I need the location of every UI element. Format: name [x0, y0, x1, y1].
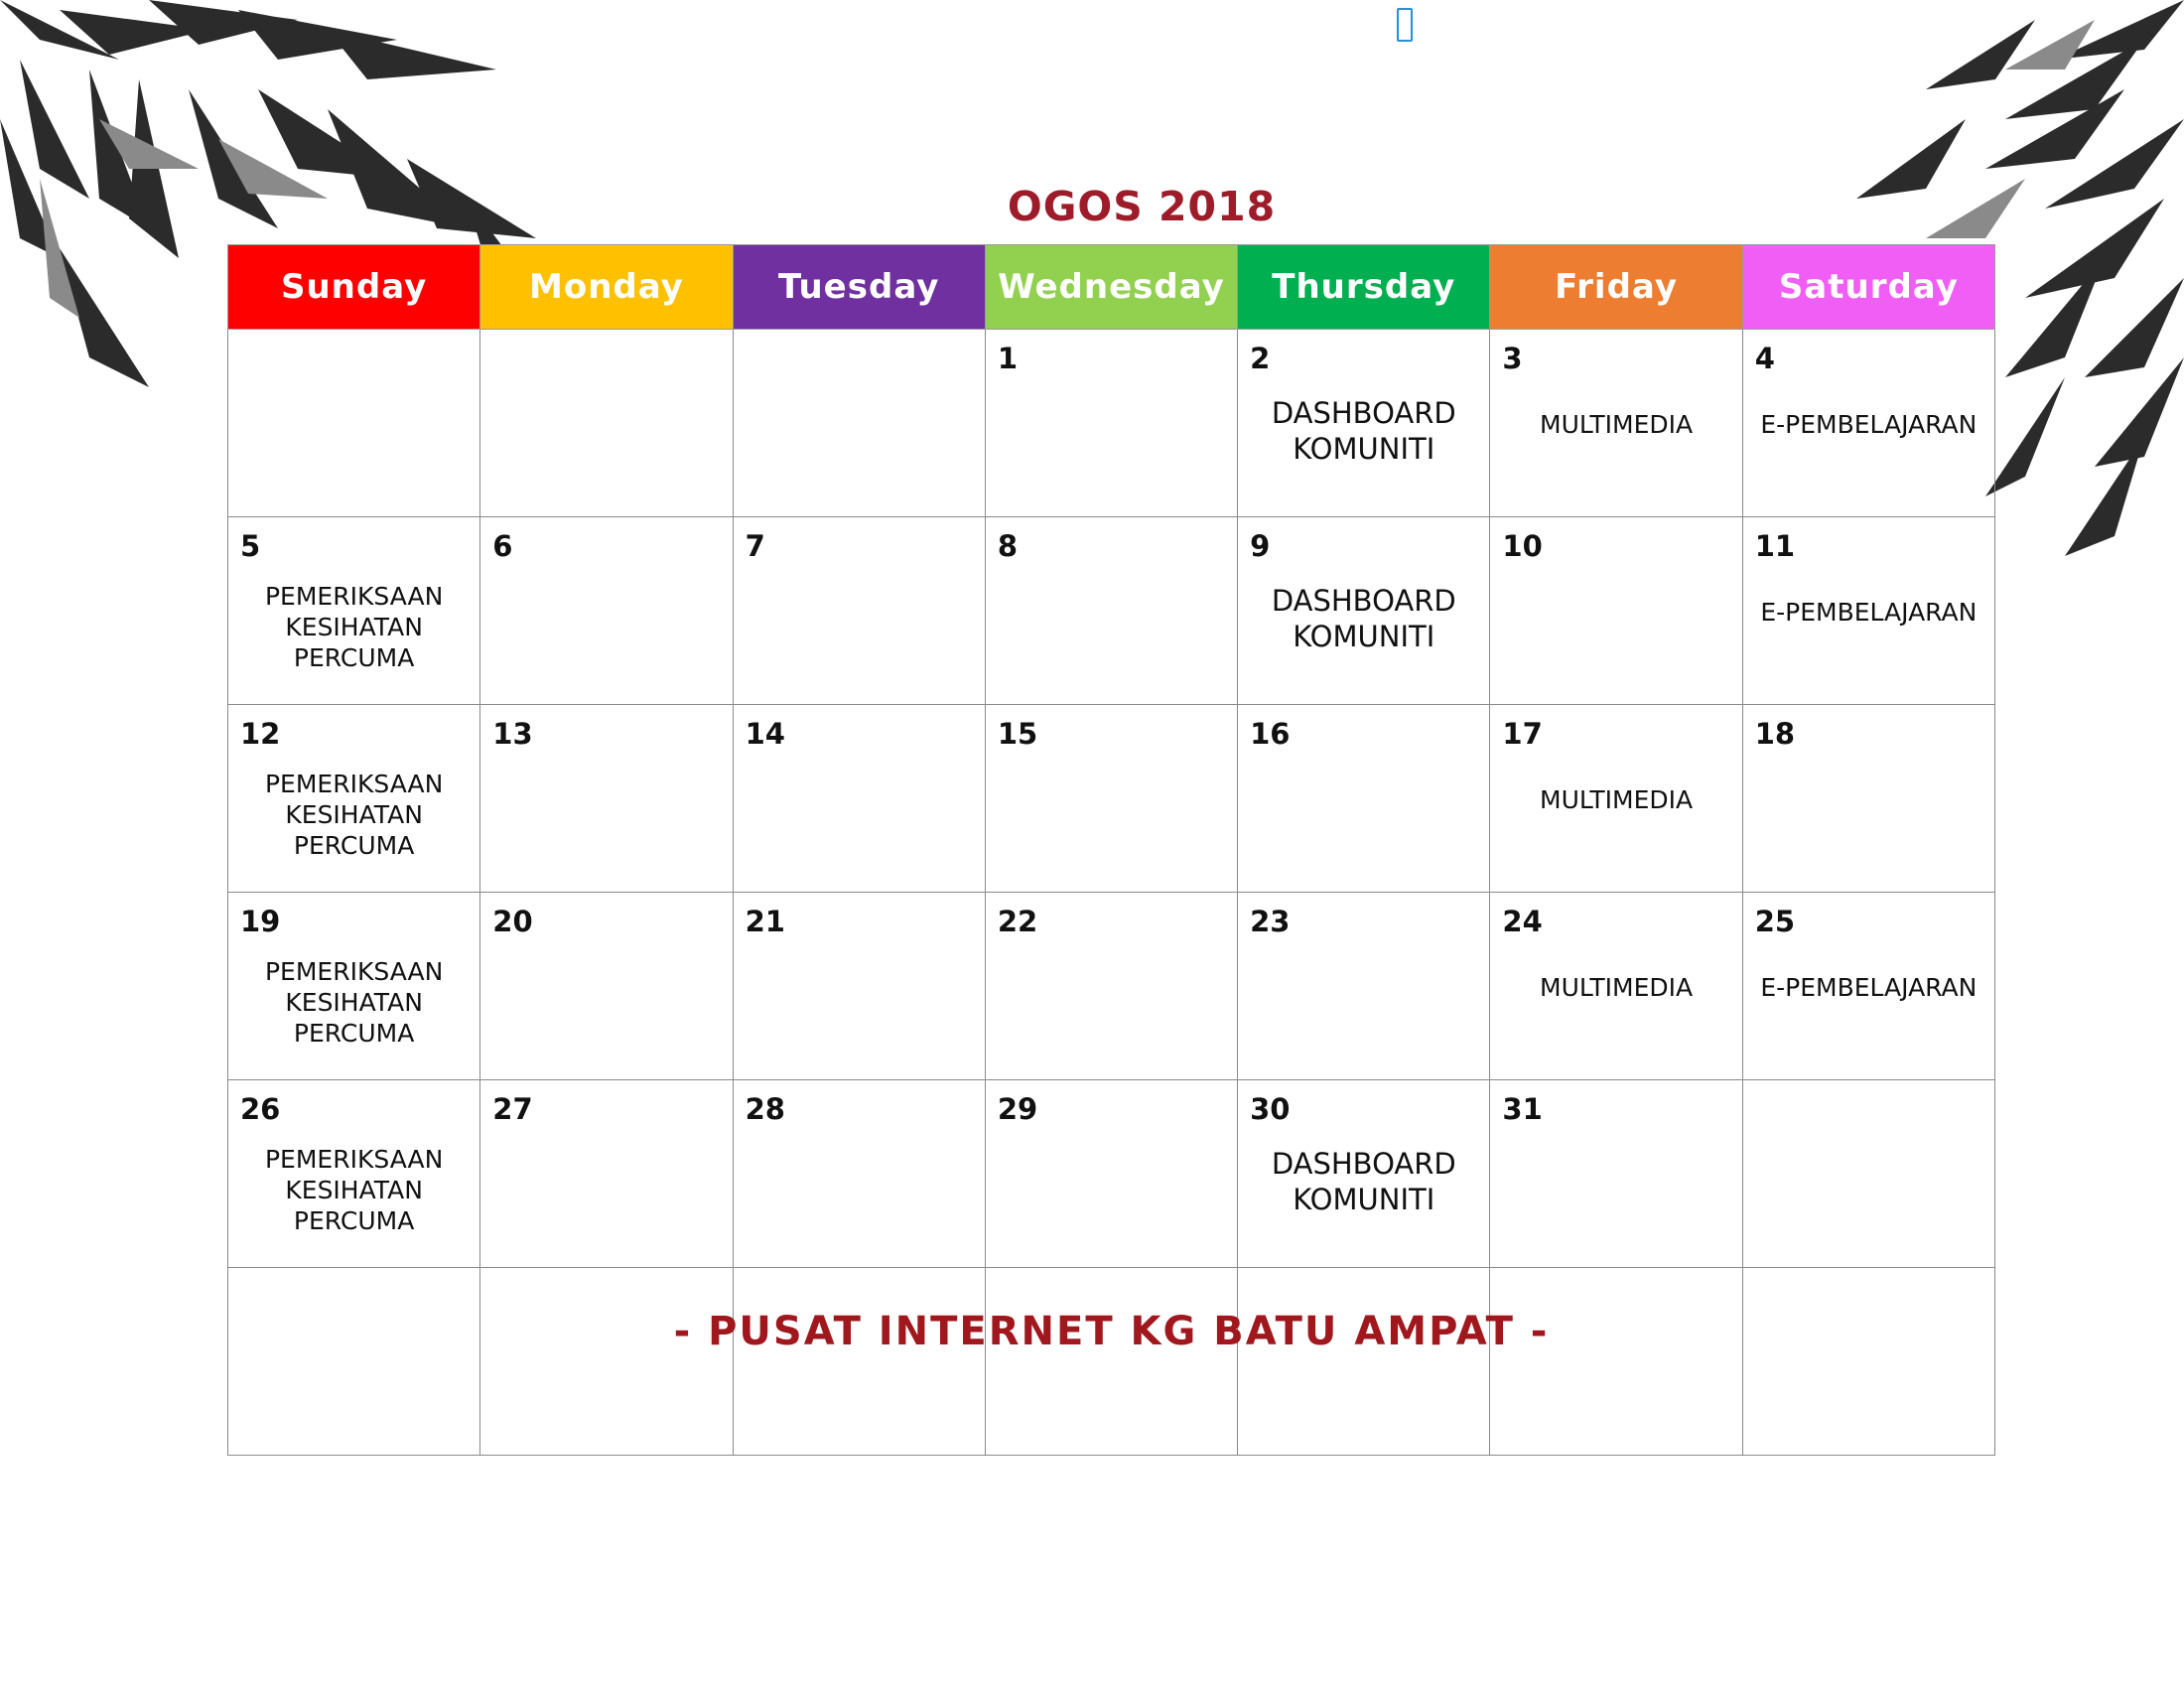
calendar-day-cell — [985, 517, 1237, 705]
calendar-day-cell — [1742, 1080, 1994, 1268]
day-event — [1743, 597, 1994, 628]
day-number: 10 — [1502, 529, 1543, 563]
calendar-day-cell — [1490, 330, 1742, 517]
calendar-day-cell — [733, 330, 985, 517]
event-line: MULTIMEDIA — [1540, 410, 1694, 439]
day-number: 19 — [240, 905, 281, 938]
day-number: 11 — [1754, 529, 1796, 563]
weekday-header-saturday: Saturday — [1742, 245, 1994, 330]
day-number: 30 — [1250, 1092, 1291, 1126]
event-line: PERCUMA — [293, 831, 415, 860]
image-placeholder-icon — [1397, 8, 1413, 42]
event-line: KESIHATAN — [285, 800, 423, 829]
calendar-day-cell — [228, 1268, 480, 1456]
calendar-day-cell — [1238, 705, 1490, 893]
event-line: E-PEMBELAJARAN — [1760, 410, 1978, 439]
calendar-day-cell — [1742, 330, 1994, 517]
event-line: PERCUMA — [293, 643, 415, 672]
day-event — [228, 956, 479, 1049]
day-number: 6 — [492, 529, 513, 563]
day-number: 13 — [492, 717, 533, 751]
calendar-day-cell — [985, 1080, 1237, 1268]
weekday-header-row — [228, 245, 1995, 330]
calendar-day-cell — [1238, 893, 1490, 1080]
calendar-day-cell — [228, 893, 480, 1080]
event-line: DASHBOARD — [1271, 396, 1456, 430]
day-number: 22 — [997, 905, 1038, 938]
event-line: E-PEMBELAJARAN — [1760, 598, 1978, 627]
event-line: KOMUNITI — [1293, 1183, 1435, 1216]
day-number: 27 — [492, 1092, 533, 1126]
day-event — [1238, 583, 1489, 654]
calendar-day-cell — [480, 517, 733, 705]
calendar-week-row — [228, 517, 1995, 705]
day-number: 26 — [240, 1092, 281, 1126]
calendar-day-cell — [985, 893, 1237, 1080]
day-event — [228, 581, 479, 673]
calendar-day-cell — [480, 893, 733, 1080]
calendar-day-cell — [228, 517, 480, 705]
day-event — [1490, 784, 1741, 815]
day-event — [1743, 409, 1994, 440]
event-line: PEMERIKSAAN — [264, 582, 444, 611]
calendar-day-cell — [733, 893, 985, 1080]
weekday-header-thursday: Thursday — [1238, 245, 1490, 330]
event-line: DASHBOARD — [1271, 1147, 1456, 1181]
calendar-day-cell — [1490, 893, 1742, 1080]
calendar-day-cell — [1238, 1080, 1490, 1268]
calendar-day-cell — [1238, 517, 1490, 705]
day-number: 12 — [240, 717, 281, 751]
day-number: 18 — [1754, 717, 1796, 751]
weekday-header-friday: Friday — [1490, 245, 1742, 330]
event-line: KOMUNITI — [1293, 620, 1435, 653]
calendar-day-cell — [733, 705, 985, 893]
event-line: PERCUMA — [293, 1206, 415, 1235]
day-number: 31 — [1502, 1092, 1543, 1126]
event-line: KESIHATAN — [285, 1176, 423, 1204]
calendar-day-cell — [1490, 705, 1742, 893]
event-line: E-PEMBELAJARAN — [1760, 973, 1978, 1002]
day-number: 2 — [1250, 342, 1271, 375]
day-event — [1238, 1146, 1489, 1217]
calendar-day-cell — [1238, 1268, 1490, 1456]
event-line: MULTIMEDIA — [1540, 973, 1694, 1002]
day-event — [1490, 409, 1741, 440]
day-number: 3 — [1502, 342, 1523, 375]
calendar-day-cell — [480, 1080, 733, 1268]
weekday-header-wednesday: Wednesday — [985, 245, 1237, 330]
calendar-day-cell — [733, 517, 985, 705]
calendar-day-cell — [985, 330, 1237, 517]
calendar-day-cell — [228, 705, 480, 893]
day-number: 7 — [745, 529, 765, 563]
day-number: 5 — [240, 529, 261, 563]
day-number: 23 — [1250, 905, 1291, 938]
calendar-week-row — [228, 705, 1995, 893]
calendar-day-cell — [733, 1268, 985, 1456]
day-event — [1238, 395, 1489, 467]
calendar-title: OGOS 2018 — [1007, 183, 1277, 230]
weekday-header-monday: Monday — [480, 245, 733, 330]
calendar-week-row — [228, 1080, 1995, 1268]
calendar-day-cell — [1490, 1268, 1742, 1456]
calendar-day-cell — [985, 1268, 1237, 1456]
day-number: 24 — [1502, 905, 1543, 938]
calendar-week-row — [228, 1268, 1995, 1456]
event-line: KESIHATAN — [285, 613, 423, 641]
calendar-day-cell — [228, 1080, 480, 1268]
calendar-day-cell — [733, 1080, 985, 1268]
calendar-grid — [227, 244, 1995, 1456]
day-number: 21 — [745, 905, 785, 938]
event-line: KESIHATAN — [285, 988, 423, 1017]
calendar-day-cell — [480, 330, 733, 517]
calendar-day-cell — [1490, 517, 1742, 705]
footer-caption: - PUSAT INTERNET KG BATU AMPAT - — [673, 1309, 1550, 1354]
day-number: 25 — [1754, 905, 1796, 938]
day-number: 15 — [997, 717, 1038, 751]
event-line: DASHBOARD — [1271, 584, 1456, 618]
day-number: 29 — [997, 1092, 1038, 1126]
calendar-day-cell — [1742, 517, 1994, 705]
calendar-day-cell — [1238, 330, 1490, 517]
weekday-header-tuesday: Tuesday — [733, 245, 985, 330]
day-number: 20 — [492, 905, 533, 938]
calendar-day-cell — [985, 705, 1237, 893]
calendar-day-cell — [228, 330, 480, 517]
event-line: PEMERIKSAAN — [264, 957, 444, 986]
day-number: 8 — [997, 529, 1019, 563]
weekday-header-sunday: Sunday — [228, 245, 480, 330]
event-line: PEMERIKSAAN — [264, 770, 444, 798]
day-number: 17 — [1502, 717, 1543, 751]
event-line: KOMUNITI — [1293, 432, 1435, 466]
day-number: 16 — [1250, 717, 1291, 751]
calendar-week-row — [228, 893, 1995, 1080]
event-line: PERCUMA — [293, 1019, 415, 1048]
calendar-day-cell — [480, 1268, 733, 1456]
day-number: 1 — [997, 342, 1019, 375]
calendar-day-cell — [1490, 1080, 1742, 1268]
calendar-day-cell — [480, 705, 733, 893]
day-number: 28 — [745, 1092, 785, 1126]
day-number: 4 — [1754, 342, 1775, 375]
day-event — [228, 769, 479, 861]
day-number: 9 — [1250, 529, 1271, 563]
day-event — [1743, 972, 1994, 1003]
event-line: MULTIMEDIA — [1540, 785, 1694, 814]
event-line: PEMERIKSAAN — [264, 1145, 444, 1174]
calendar-day-cell — [1742, 893, 1994, 1080]
calendar-week-row — [228, 330, 1995, 517]
calendar-day-cell — [1742, 705, 1994, 893]
day-number: 14 — [745, 717, 785, 751]
calendar-day-cell — [1742, 1268, 1994, 1456]
day-event — [1490, 972, 1741, 1003]
day-event — [228, 1144, 479, 1236]
